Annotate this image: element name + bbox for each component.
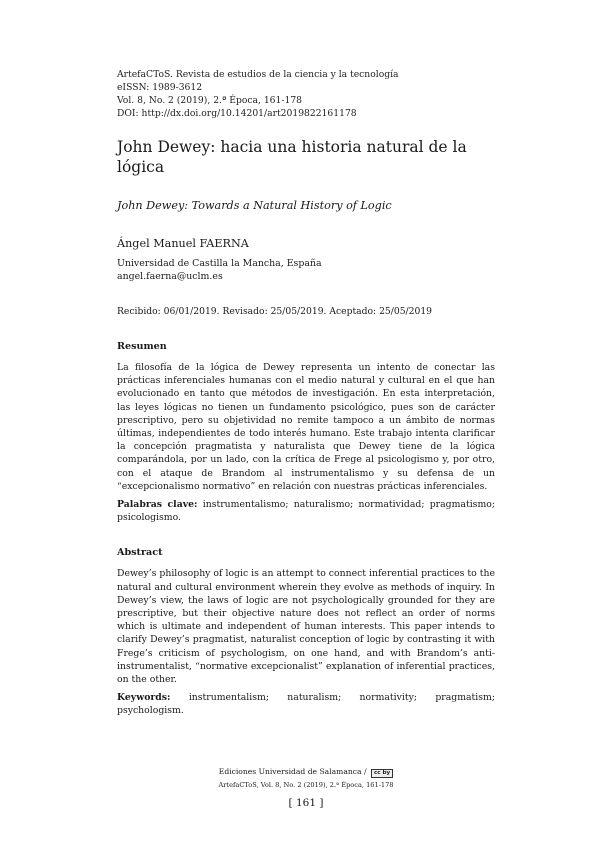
cc-license-icon: cc by bbox=[371, 769, 393, 778]
eissn: eISSN: 1989-3612 bbox=[117, 82, 203, 93]
abstract-text: Dewey’s philosophy of logic is an attempt to connect inferential practices to the natural and cultural environment wherein they evolve as methods of inquiry. In Dewey’s view, the laws of logic are not psychologically grounded for they are prescriptive, but their objective nature does not reflect an order of norms which is ultimate and independent of human interests. This paper intends to clarify Dewey’s pragmatist, naturalist conception of logic by contrasting it with Frege’s criticism of psychologism, on one hand, and with Brandom’s anti-instrumentalist, “normative excepcionalist” explanation of inferential practices, on the other. bbox=[117, 568, 495, 686]
publisher-name: Ediciones Universidad de Salamanca / bbox=[218, 767, 367, 776]
doi: DOI: http://dx.doi.org/10.14201/art2019822161178 bbox=[117, 108, 357, 119]
publisher-line bbox=[0, 766, 612, 778]
keywords-label: Palabras clave: bbox=[117, 499, 198, 511]
keywords-list: instrumentalism; naturalism; normativity; pragmatism; psychologism. bbox=[117, 692, 495, 717]
affiliation: Universidad de Castilla la Mancha, España bbox=[117, 258, 322, 269]
citation-line: ArtefaCToS, Vol. 8, No. 2 (2019), 2.ª Época, 161-178 bbox=[218, 781, 394, 789]
keywords-label: Keywords: bbox=[117, 692, 171, 704]
submission-dates: Recibido: 06/01/2019. Revisado: 25/05/2019. Aceptado: 25/05/2019 bbox=[117, 306, 433, 317]
abstract-keywords bbox=[117, 691, 495, 717]
resumen-heading: Resumen bbox=[117, 341, 167, 352]
journal-name: ArtefaCToS. Revista de estudios de la ciencia y la tecnología bbox=[117, 69, 399, 80]
resumen-text: La filosofía de la lógica de Dewey representa un intento de conectar las prácticas inferenciales humanas con el medio natural y cultural en el que han evolucionado en tanto que métodos de investigación. En esta interpretación, las leyes lógicas no tienen un fundamento psicológico, pues son de carácter prescriptivo, pero su objetividad no remite tampoco a un ámbito de normas últimas, independientes de todo interés humano. Este trabajo intenta clarificar la concepción pragmatista y naturalista que Dewey tiene de la lógica comparándola, por un lado, con la crítica de Frege al psicologismo y, por otro, con el ataque de Brandom al instrumentalismo y su defensa de un “excepcionalismo normativo” en relación con nuestras prácticas inferenciales. bbox=[117, 362, 495, 492]
abstract-heading: Abstract bbox=[117, 547, 163, 559]
resumen-keywords bbox=[117, 498, 495, 524]
article-title-english: John Dewey: Towards a Natural History of Logic bbox=[117, 199, 392, 212]
author-affiliation-block bbox=[117, 257, 495, 283]
volume-info: Vol. 8, No. 2 (2019), 2.ª Época, 161-178 bbox=[117, 95, 303, 106]
author-name: Ángel Manuel FAERNA bbox=[117, 237, 249, 250]
article-title: John Dewey: hacia una historia natural de la lógica bbox=[117, 138, 467, 176]
page-number: [ 161 ] bbox=[288, 797, 324, 809]
author-email: angel.faerna@uclm.es bbox=[117, 271, 223, 282]
keywords-list: instrumentalismo; naturalismo; normatividad; pragmatismo; psicologismo. bbox=[117, 499, 495, 524]
journal-header bbox=[117, 68, 495, 120]
article-first-page bbox=[117, 68, 495, 718]
